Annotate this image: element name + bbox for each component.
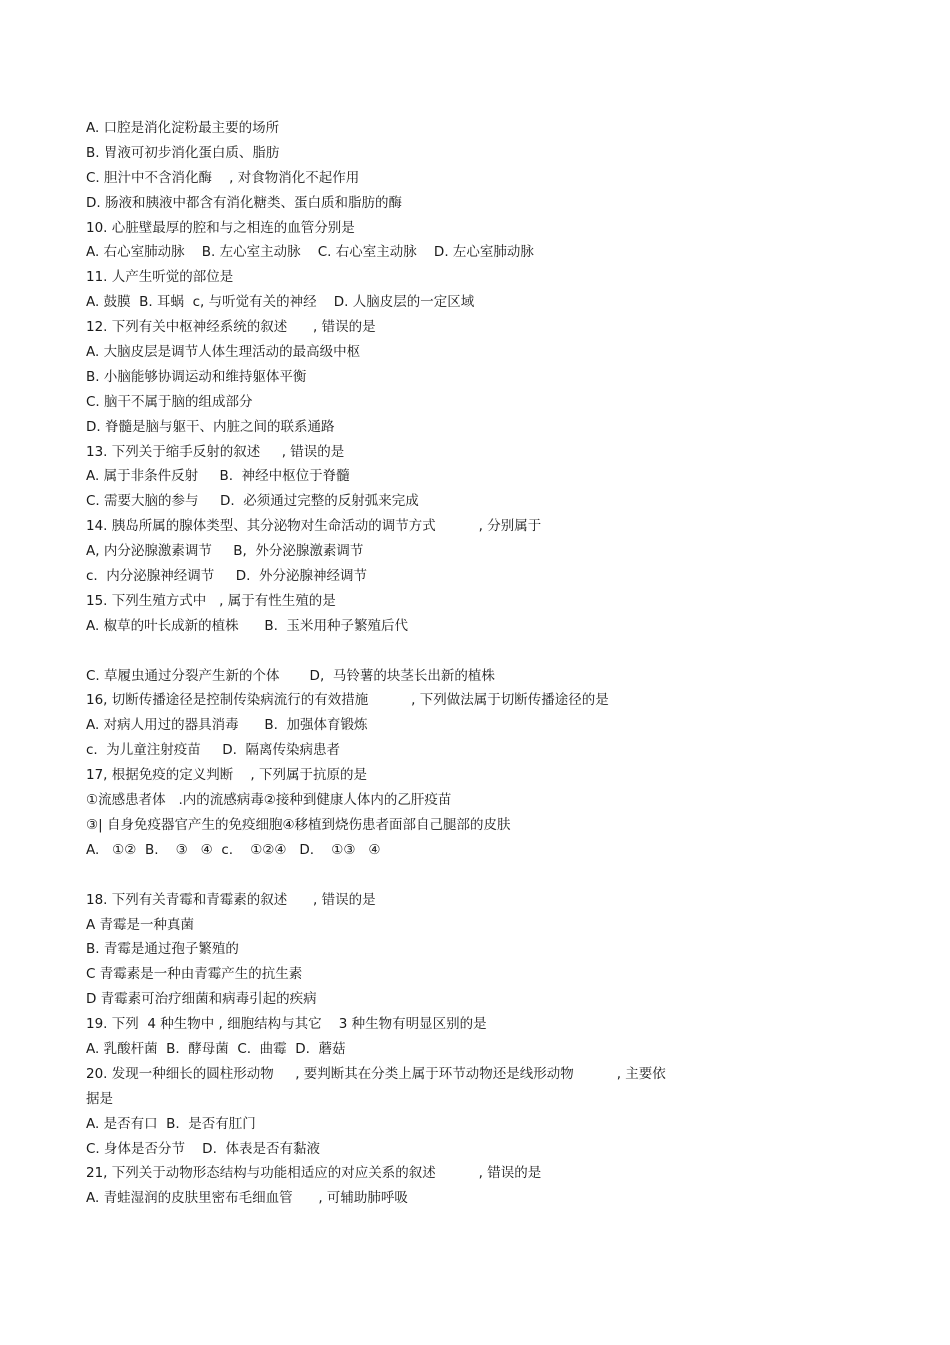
text-line: 据是 xyxy=(86,1090,113,1107)
text-line: D. 脊髓是脑与躯干、内脏之间的联系通路 xyxy=(86,418,335,435)
text-line: C. 脑干不属于脑的组成部分 xyxy=(86,393,253,410)
text-line: A. 鼓膜 B. 耳蜗 c, 与听觉有关的神经 D. 人脑皮层的一定区域 xyxy=(86,294,475,311)
text-line: A. 属于非条件反射 B. 神经中枢位于脊髓 xyxy=(86,468,350,485)
document-page xyxy=(86,116,886,1211)
text-line: C. 身体是否分节 D. 体表是否有黏液 xyxy=(86,1140,320,1157)
text-line: A. 乳酸杆菌 B. 酵母菌 C. 曲霉 D. 蘑菇 xyxy=(86,1040,346,1057)
text-line: B. 青霉是通过孢子繁殖的 xyxy=(86,941,239,958)
text-line: D. 肠液和胰液中都含有消化糖类、蛋白质和脂肪的酶 xyxy=(86,194,402,211)
text-line: B. 小脑能够协调运动和维持躯体平衡 xyxy=(86,368,307,385)
question-18: 18. 下列有关青霉和青霉素的叙述 , 错误的是 xyxy=(86,891,376,908)
text-line: A. 是否有口 B. 是否有肛门 xyxy=(86,1115,256,1132)
question-16: 16, 切断传播途径是控制传染病流行的有效措施 , 下列做法属于切断传播途径的是 xyxy=(86,692,609,709)
text-line: c. 为儿童注射疫苗 D. 隔离传染病患者 xyxy=(86,742,341,759)
question-14: 14. 胰岛所属的腺体类型、其分泌物对生命活动的调节方式 , 分别属于 xyxy=(86,518,542,535)
question-17: 17, 根据免疫的定义判断 , 下列属于抗原的是 xyxy=(86,767,368,784)
question-11: 11. 人产生听觉的部位是 xyxy=(86,269,234,286)
question-10: 10. 心脏壁最厚的腔和与之相连的血管分别是 xyxy=(86,219,355,236)
text-line: C 青霉素是一种由青霉产生的抗生素 xyxy=(86,966,303,983)
text-line: A. 对病人用过的器具消毒 B. 加强体育锻炼 xyxy=(86,717,368,734)
blank-line xyxy=(86,863,886,888)
text-line: A 青霉是一种真菌 xyxy=(86,916,195,933)
text-line: C. 需要大脑的参与 D. 必须通过完整的反射弧来完成 xyxy=(86,493,419,510)
text-line: A. ①② B. ③ ④ c. ①②④ D. ①③ ④ xyxy=(86,841,381,858)
text-line: A. 青蛙湿润的皮肤里密布毛细血管 , 可辅助肺呼吸 xyxy=(86,1190,408,1207)
text-line: D 青霉素可治疗细菌和病毒引起的疾病 xyxy=(86,991,317,1008)
text-line: A. 右心室肺动脉 B. 左心室主动脉 C. 右心室主动脉 D. 左心室肺动脉 xyxy=(86,244,534,261)
text-line: C. 草履虫通过分裂产生新的个体 D, 马铃薯的块茎长出新的植株 xyxy=(86,667,495,684)
question-19: 19. 下列 4 种生物中 , 细胞结构与其它 3 种生物有明显区别的是 xyxy=(86,1016,487,1033)
text-line: A. 大脑皮层是调节人体生理活动的最高级中枢 xyxy=(86,344,361,361)
question-15: 15. 下列生殖方式中 , 属于有性生殖的是 xyxy=(86,592,336,609)
text-line: c. 内分泌腺神经调节 D. 外分泌腺神经调节 xyxy=(86,568,368,585)
text-line: C. 胆汁中不含消化酶 , 对食物消化不起作用 xyxy=(86,169,360,186)
text-line: B. 胃液可初步消化蛋白质、脂肪 xyxy=(86,144,280,161)
question-21: 21, 下列关于动物形态结构与功能相适应的对应关系的叙述 , 错误的是 xyxy=(86,1165,542,1182)
blank-line xyxy=(86,639,886,664)
question-13: 13. 下列关于缩手反射的叙述 , 错误的是 xyxy=(86,443,345,460)
question-20: 20. 发现一种细长的圆柱形动物 , 要判断其在分类上属于环节动物还是线形动物 , 主要依 xyxy=(86,1065,666,1082)
text-line: A, 内分泌腺激素调节 B, 外分泌腺激素调节 xyxy=(86,543,364,560)
text-line: A. 椒草的叶长成新的植株 B. 玉米用种子繁殖后代 xyxy=(86,617,408,634)
text-line: A. 口腔是消化淀粉最主要的场所 xyxy=(86,120,280,136)
text-line: ③| 自身免疫器官产生的免疫细胞④移植到烧伤患者面部自己腿部的皮肤 xyxy=(86,816,511,833)
text-line: ①流感患者体 .内的流感病毒②接种到健康人体内的乙肝疫苗 xyxy=(86,792,452,809)
question-12: 12. 下列有关中枢神经系统的叙述 , 错误的是 xyxy=(86,319,376,336)
